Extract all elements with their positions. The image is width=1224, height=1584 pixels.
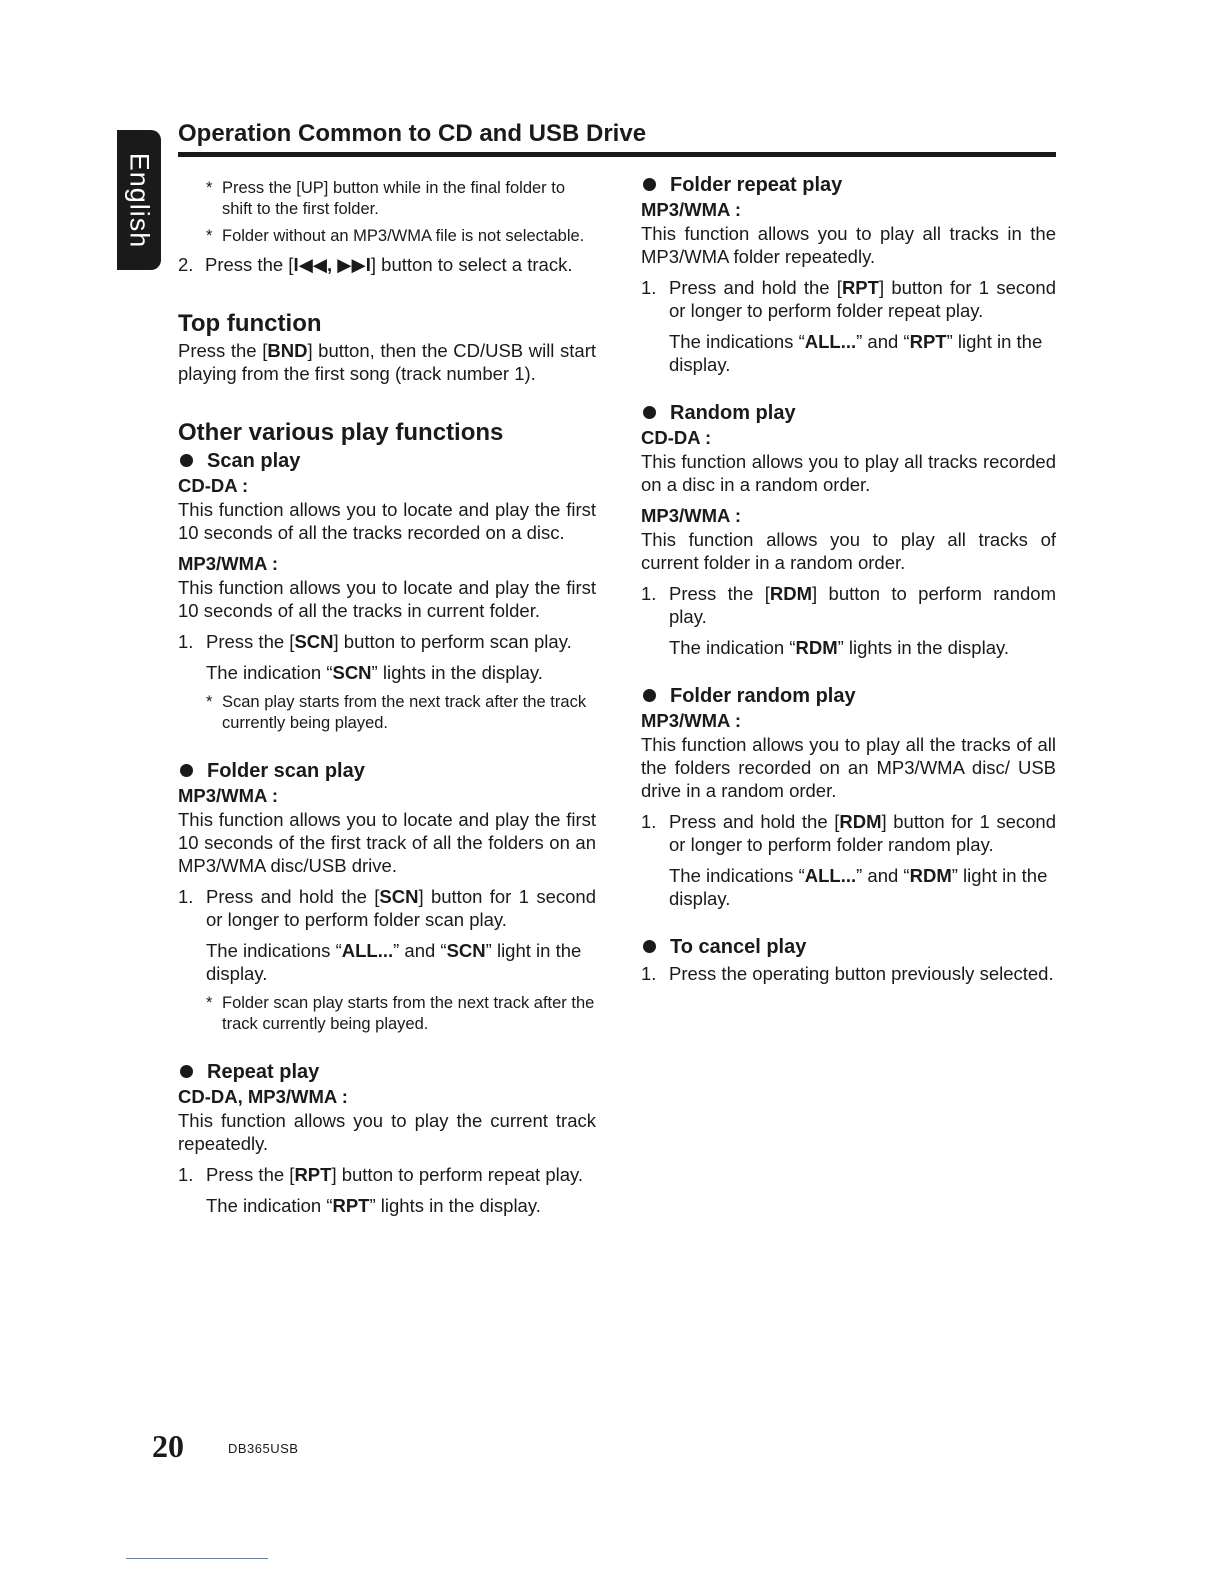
heading-text: Random play bbox=[670, 402, 796, 424]
step-text: Press and hold the [ bbox=[669, 277, 842, 298]
note-folder-not-selectable bbox=[178, 226, 596, 247]
rdm-button-name: RDM bbox=[839, 811, 882, 832]
repeat-play-heading bbox=[178, 1059, 596, 1085]
format-label: CD-DA, MP3/WMA : bbox=[178, 1086, 348, 1107]
other-functions-heading: Other various play functions bbox=[178, 419, 504, 446]
scn-button-name: SCN bbox=[294, 631, 334, 652]
note-mark: * bbox=[206, 693, 213, 711]
rdm-button-name: RDM bbox=[769, 583, 813, 604]
text: ” lights in the display. bbox=[369, 1195, 541, 1216]
page-number: 20 bbox=[152, 1428, 184, 1464]
folder-random-step bbox=[641, 810, 1056, 856]
heading-text: Folder scan play bbox=[207, 760, 365, 782]
text: Press the [ bbox=[178, 340, 268, 361]
folder-scan-heading bbox=[178, 758, 596, 784]
step-text: Press the [ bbox=[669, 583, 770, 604]
folder-random-indication bbox=[641, 864, 1056, 910]
text: ” and “ bbox=[856, 865, 910, 886]
step-text: Press the [ bbox=[206, 631, 295, 652]
right-column bbox=[641, 172, 1056, 985]
step-number: 1. bbox=[641, 811, 657, 832]
scan-note bbox=[178, 692, 596, 734]
text: The indication “ bbox=[206, 1195, 333, 1216]
random-cdda-text: This function allows you to play all tracks recorded on a disc in a random order. bbox=[641, 451, 1056, 495]
format-label: MP3/WMA : bbox=[178, 553, 279, 574]
repeat-text: This function allows you to play the current track repeatedly. bbox=[178, 1110, 596, 1154]
folder-scan-text: This function allows you to locate and play the first 10 seconds of the first track of all the folders on an MP3/WMA disc/USB drive. bbox=[178, 809, 596, 876]
random-play-heading bbox=[641, 400, 1056, 426]
track-button-name: I◀◀, ▶▶I bbox=[293, 254, 371, 275]
text: ” light in the display. bbox=[669, 865, 1048, 909]
indicator-name: SCN bbox=[446, 940, 486, 961]
step-text: ] button for 1 second or longer to perform folder scan play. bbox=[206, 886, 596, 930]
folder-repeat-heading bbox=[641, 172, 1056, 198]
note-mark: * bbox=[206, 227, 213, 245]
top-function-heading: Top function bbox=[178, 310, 322, 337]
section-title: Operation Common to CD and USB Drive bbox=[178, 120, 647, 147]
step-text: ] button for 1 second or longer to perform folder random play. bbox=[669, 811, 1056, 855]
indicator-name: ALL... bbox=[804, 865, 857, 886]
rpt-button-name: RPT bbox=[841, 277, 879, 298]
step-text: ] button to perform random play. bbox=[669, 583, 1056, 627]
indicator-name: RDM bbox=[909, 865, 952, 886]
repeat-step bbox=[178, 1163, 596, 1186]
step-number: 2. bbox=[178, 254, 194, 275]
note-mark: * bbox=[206, 994, 213, 1012]
text: The indications “ bbox=[669, 865, 805, 886]
random-indication bbox=[641, 636, 1056, 659]
step-text: Press and hold the [ bbox=[206, 886, 380, 907]
indicator-name: ALL... bbox=[804, 331, 857, 352]
bullet-icon bbox=[180, 454, 193, 467]
step-text: ] button for 1 second or longer to perform folder repeat play. bbox=[669, 277, 1056, 321]
bullet-icon bbox=[180, 764, 193, 777]
step-text: Press the [ bbox=[205, 254, 294, 275]
step-text: Press the operating button previously selected. bbox=[669, 963, 1054, 984]
note-text: Press the [UP] button while in the final folder to shift to the first folder. bbox=[222, 179, 566, 218]
heading-text: Repeat play bbox=[207, 1061, 320, 1083]
indicator-name: RDM bbox=[795, 637, 838, 658]
format-label: MP3/WMA : bbox=[641, 199, 742, 220]
language-tab-label: English bbox=[124, 152, 155, 248]
scan-mp3-text: This function allows you to locate and play the first 10 seconds of all the tracks in current folder. bbox=[178, 577, 596, 621]
folder-random-heading bbox=[641, 683, 1056, 709]
bullet-icon bbox=[643, 940, 656, 953]
random-mp3-text: This function allows you to play all tracks of current folder in a random order. bbox=[641, 529, 1056, 573]
folder-scan-indication bbox=[178, 939, 596, 985]
bnd-button-name: BND bbox=[267, 340, 308, 361]
scan-indication bbox=[178, 661, 596, 684]
indicator-name: ALL... bbox=[341, 940, 394, 961]
indicator-name: RPT bbox=[332, 1195, 370, 1216]
note-text: Folder scan play starts from the next track after the track currently being played. bbox=[222, 994, 595, 1033]
text: The indication “ bbox=[206, 662, 333, 683]
text: The indication “ bbox=[669, 637, 796, 658]
footer-rule bbox=[126, 1558, 268, 1559]
step-number: 1. bbox=[641, 583, 657, 604]
folder-repeat-indication bbox=[641, 330, 1056, 376]
heading-text: Folder repeat play bbox=[670, 174, 843, 196]
heading-text: Folder random play bbox=[670, 685, 856, 707]
step-select-track bbox=[178, 253, 596, 276]
title-rule bbox=[178, 152, 1056, 157]
cancel-play-heading bbox=[641, 934, 1056, 960]
model-number: DB365USB bbox=[228, 1441, 299, 1456]
heading-text: To cancel play bbox=[670, 936, 807, 958]
format-label: MP3/WMA : bbox=[641, 710, 742, 731]
text: ” and “ bbox=[393, 940, 447, 961]
format-label: CD-DA : bbox=[178, 475, 249, 496]
bullet-icon bbox=[180, 1065, 193, 1078]
text: The indications “ bbox=[206, 940, 342, 961]
cancel-step bbox=[641, 962, 1056, 985]
step-text: ] button to perform repeat play. bbox=[331, 1164, 584, 1185]
note-up-button bbox=[178, 178, 596, 220]
language-tab bbox=[117, 130, 161, 270]
heading-text: Scan play bbox=[207, 450, 301, 472]
text: ” lights in the display. bbox=[837, 637, 1010, 658]
text: ” light in the display. bbox=[669, 331, 1043, 375]
step-text: ] button to select a track. bbox=[370, 254, 573, 275]
step-number: 1. bbox=[178, 631, 194, 652]
folder-scan-step bbox=[178, 885, 596, 931]
folder-repeat-text: This function allows you to play all tracks in the MP3/WMA folder repeatedly. bbox=[641, 223, 1056, 267]
bullet-icon bbox=[643, 406, 656, 419]
step-number: 1. bbox=[178, 1164, 194, 1185]
text: ] button, then the CD/USB will start playing from the first song (track number 1). bbox=[178, 340, 596, 384]
text: ” lights in the display. bbox=[371, 662, 543, 683]
note-text: Folder without an MP3/WMA file is not selectable. bbox=[222, 227, 585, 245]
bullet-icon bbox=[643, 689, 656, 702]
text: ” light in the display. bbox=[206, 940, 582, 984]
note-text: Scan play starts from the next track after the track currently being played. bbox=[222, 693, 587, 732]
scan-cdda-text: This function allows you to locate and play the first 10 seconds of all the tracks recorded on a disc. bbox=[178, 499, 596, 543]
format-label: MP3/WMA : bbox=[641, 505, 742, 526]
step-text: Press and hold the [ bbox=[669, 811, 840, 832]
folder-repeat-step bbox=[641, 276, 1056, 322]
text: The indications “ bbox=[669, 331, 805, 352]
step-number: 1. bbox=[641, 963, 657, 984]
left-column bbox=[178, 172, 596, 1217]
rpt-button-name: RPT bbox=[294, 1164, 332, 1185]
top-function-text bbox=[178, 339, 596, 385]
scan-step bbox=[178, 630, 596, 653]
scan-play-heading bbox=[178, 448, 596, 474]
repeat-indication bbox=[178, 1194, 596, 1217]
folder-random-text: This function allows you to play all the tracks of all the folders recorded on an MP3/WMA disc/ USB drive in a random order. bbox=[641, 734, 1056, 801]
step-number: 1. bbox=[641, 277, 657, 298]
step-number: 1. bbox=[178, 886, 194, 907]
format-label: CD-DA : bbox=[641, 427, 712, 448]
indicator-name: RPT bbox=[909, 331, 947, 352]
indicator-name: SCN bbox=[332, 662, 372, 683]
step-text: Press the [ bbox=[206, 1164, 295, 1185]
scn-button-name: SCN bbox=[379, 886, 419, 907]
step-text: ] button to perform scan play. bbox=[333, 631, 572, 652]
format-label: MP3/WMA : bbox=[178, 785, 279, 806]
note-mark: * bbox=[206, 179, 213, 197]
text: ” and “ bbox=[856, 331, 910, 352]
bullet-icon bbox=[643, 178, 656, 191]
random-step bbox=[641, 582, 1056, 628]
folder-scan-note bbox=[178, 993, 596, 1035]
